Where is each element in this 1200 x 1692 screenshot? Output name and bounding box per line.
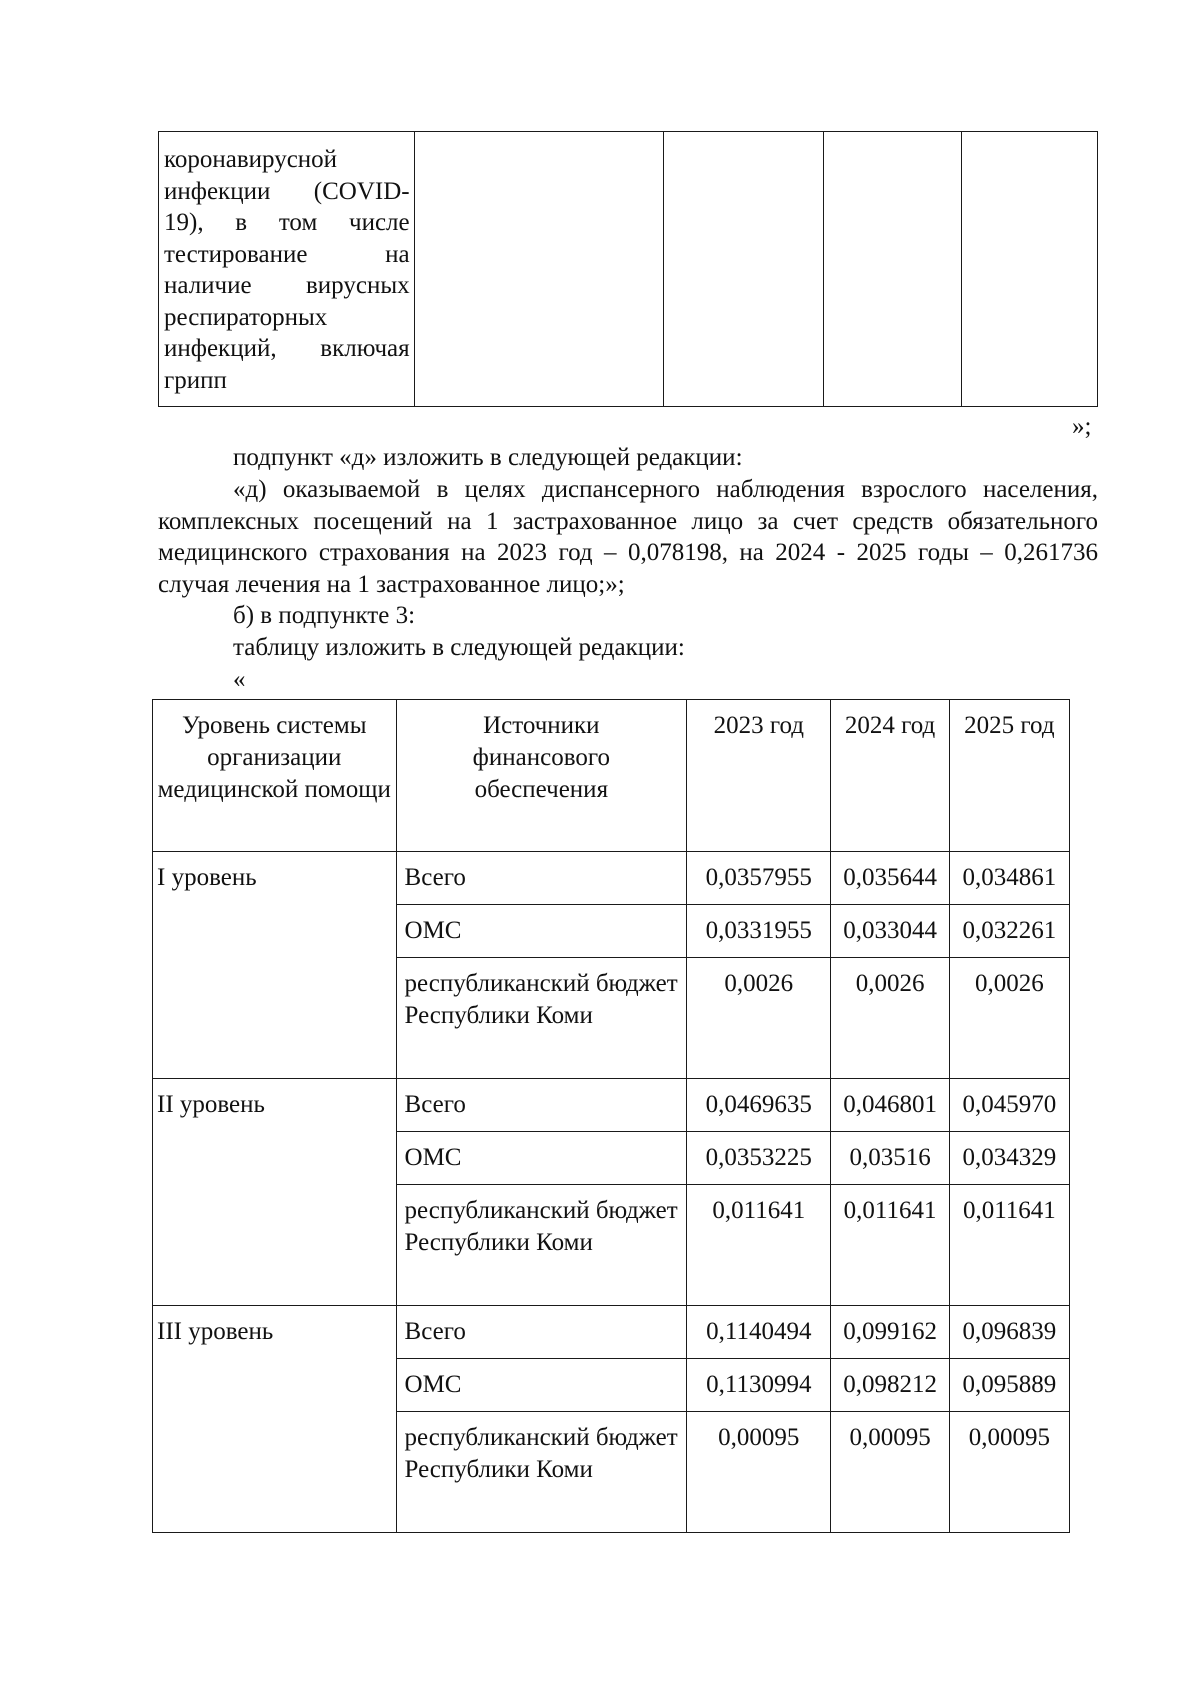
source-cell: республиканский бюджет Республики Коми xyxy=(396,1412,687,1533)
table-row xyxy=(159,132,1098,407)
level-cell: III уровень xyxy=(153,1306,397,1533)
cell-text: коронавирусной инфекции (COVID-19), в том числе тестирование на наличие вирусных респираторных инфекций, включая грипп xyxy=(164,146,410,394)
value-2024: 0,00095 xyxy=(831,1412,949,1533)
value-2024: 0,046801 xyxy=(831,1079,949,1132)
value-2024: 0,035644 xyxy=(831,852,949,905)
value-2025: 0,00095 xyxy=(949,1412,1069,1533)
table-cell-empty xyxy=(664,132,824,407)
paragraph-subpoint-d-text: «д) оказываемой в целях диспансерного наблюдения взрослого населения, комплексных посещений на 1 застрахованное лицо за счет средств обязательного медицинского страхования на 2023 год – 0,078198, на 2024 - 2025 годы – 0,261736 случая лечения на 1 застрахованное лицо;»; xyxy=(158,476,1098,598)
source-cell: Всего xyxy=(396,1306,687,1359)
table-cell-description xyxy=(159,132,415,407)
value-2025: 0,034861 xyxy=(949,852,1069,905)
source-cell: Всего xyxy=(396,852,687,905)
header-source xyxy=(396,700,687,852)
value-2025: 0,095889 xyxy=(949,1359,1069,1412)
value-2023: 0,0469635 xyxy=(687,1079,831,1132)
header-2023: 2023 год xyxy=(687,700,831,852)
closing-quote: »; xyxy=(1072,413,1092,440)
value-2023: 0,011641 xyxy=(687,1185,831,1306)
header-source-text: Источники финансового обеспечения xyxy=(472,712,610,803)
source-cell: ОМС xyxy=(396,1359,687,1412)
table-row xyxy=(153,1306,1070,1359)
value-2024: 0,0026 xyxy=(831,958,949,1079)
opening-quote: « xyxy=(233,666,246,693)
value-2024: 0,098212 xyxy=(831,1359,949,1412)
paragraph-subpoint-b: б) в подпункте 3: xyxy=(233,602,416,629)
source-cell: республиканский бюджет Республики Коми xyxy=(396,1185,687,1306)
value-2023: 0,1130994 xyxy=(687,1359,831,1412)
source-cell: Всего xyxy=(396,1079,687,1132)
value-2023: 0,0357955 xyxy=(687,852,831,905)
paragraph-table-intro: таблицу изложить в следующей редакции: xyxy=(233,634,685,661)
source-cell: республиканский бюджет Республики Коми xyxy=(396,958,687,1079)
value-2025: 0,045970 xyxy=(949,1079,1069,1132)
continuation-table xyxy=(158,131,1098,407)
header-level xyxy=(153,700,397,852)
source-cell: ОМС xyxy=(396,905,687,958)
value-2024: 0,033044 xyxy=(831,905,949,958)
value-2025: 0,0026 xyxy=(949,958,1069,1079)
level-cell: II уровень xyxy=(153,1079,397,1306)
level-cell: I уровень xyxy=(153,852,397,1079)
header-2024: 2024 год xyxy=(831,700,949,852)
value-2023: 0,1140494 xyxy=(687,1306,831,1359)
value-2025: 0,011641 xyxy=(949,1185,1069,1306)
value-2025: 0,034329 xyxy=(949,1132,1069,1185)
table-cell-empty xyxy=(414,132,664,407)
header-2025: 2025 год xyxy=(949,700,1069,852)
table-cell-empty xyxy=(824,132,962,407)
table-row xyxy=(153,1079,1070,1132)
value-2023: 0,0331955 xyxy=(687,905,831,958)
table-cell-empty xyxy=(962,132,1098,407)
value-2024: 0,099162 xyxy=(831,1306,949,1359)
paragraph-subpoint-d-intro: подпункт «д» изложить в следующей редакции: xyxy=(233,444,743,471)
value-2025: 0,096839 xyxy=(949,1306,1069,1359)
value-2023: 0,0026 xyxy=(687,958,831,1079)
value-2024: 0,03516 xyxy=(831,1132,949,1185)
table-row xyxy=(153,852,1070,905)
value-2023: 0,00095 xyxy=(687,1412,831,1533)
value-2024: 0,011641 xyxy=(831,1185,949,1306)
value-2025: 0,032261 xyxy=(949,905,1069,958)
source-cell: ОМС xyxy=(396,1132,687,1185)
value-2023: 0,0353225 xyxy=(687,1132,831,1185)
financing-table xyxy=(152,699,1070,1533)
header-level-text: Уровень системы организации медицинской помощи xyxy=(157,712,391,803)
table-header-row xyxy=(153,700,1070,852)
